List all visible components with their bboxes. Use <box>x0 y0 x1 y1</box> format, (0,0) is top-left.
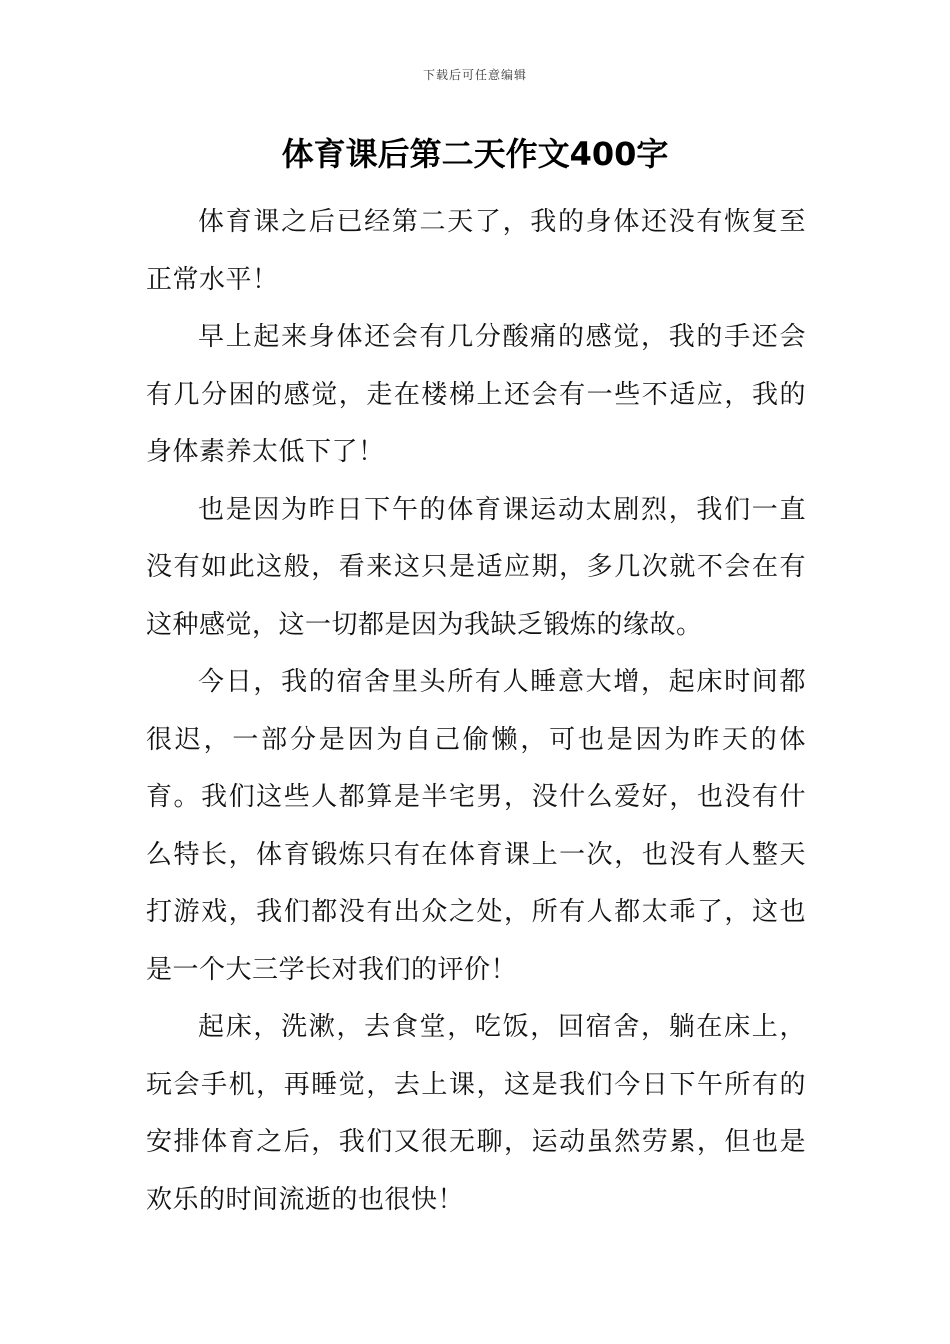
document-title: 体育课后第二天作文400字 <box>281 135 669 173</box>
paragraph-5: 起床，洗漱，去食堂，吃饭，回宿舍，躺在床上，玩会手机，再睡觉，去上课，这是我们今日下午所有的安排体育之后，我们又很无聊，运动虽然劳累，但也是欢乐的时间流逝的也很快！ <box>146 1012 806 1215</box>
paragraph-1: 体育课之后已经第二天了，我的身体还没有恢复至正常水平！ <box>146 207 806 295</box>
paragraph-3: 也是因为昨日下午的体育课运动太剧烈，我们一直没有如此这般，看来这只是适应期，多几次就不会在有这种感觉，这一切都是因为我缺乏锻炼的缘故。 <box>146 494 806 640</box>
paragraph-2: 早上起来身体还会有几分酸痛的感觉，我的手还会有几分困的感觉，走在楼梯上还会有一些不适应，我的身体素养太低下了！ <box>146 322 806 467</box>
header-note: 下载后可任意编辑 <box>422 68 527 82</box>
document-body <box>146 194 806 1229</box>
paragraph-4: 今日，我的宿舍里头所有人睡意大增，起床时间都很迟，一部分是因为自己偷懒，可也是因为昨天的体育。我们这些人都算是半宅男，没什么爱好，也没有什么特长，体育锻炼只有在体育课上一次，也没有人整天打游戏，我们都没有出众之处，所有人都太乖了，这也是一个大三学长对我们的评价！ <box>146 667 806 985</box>
